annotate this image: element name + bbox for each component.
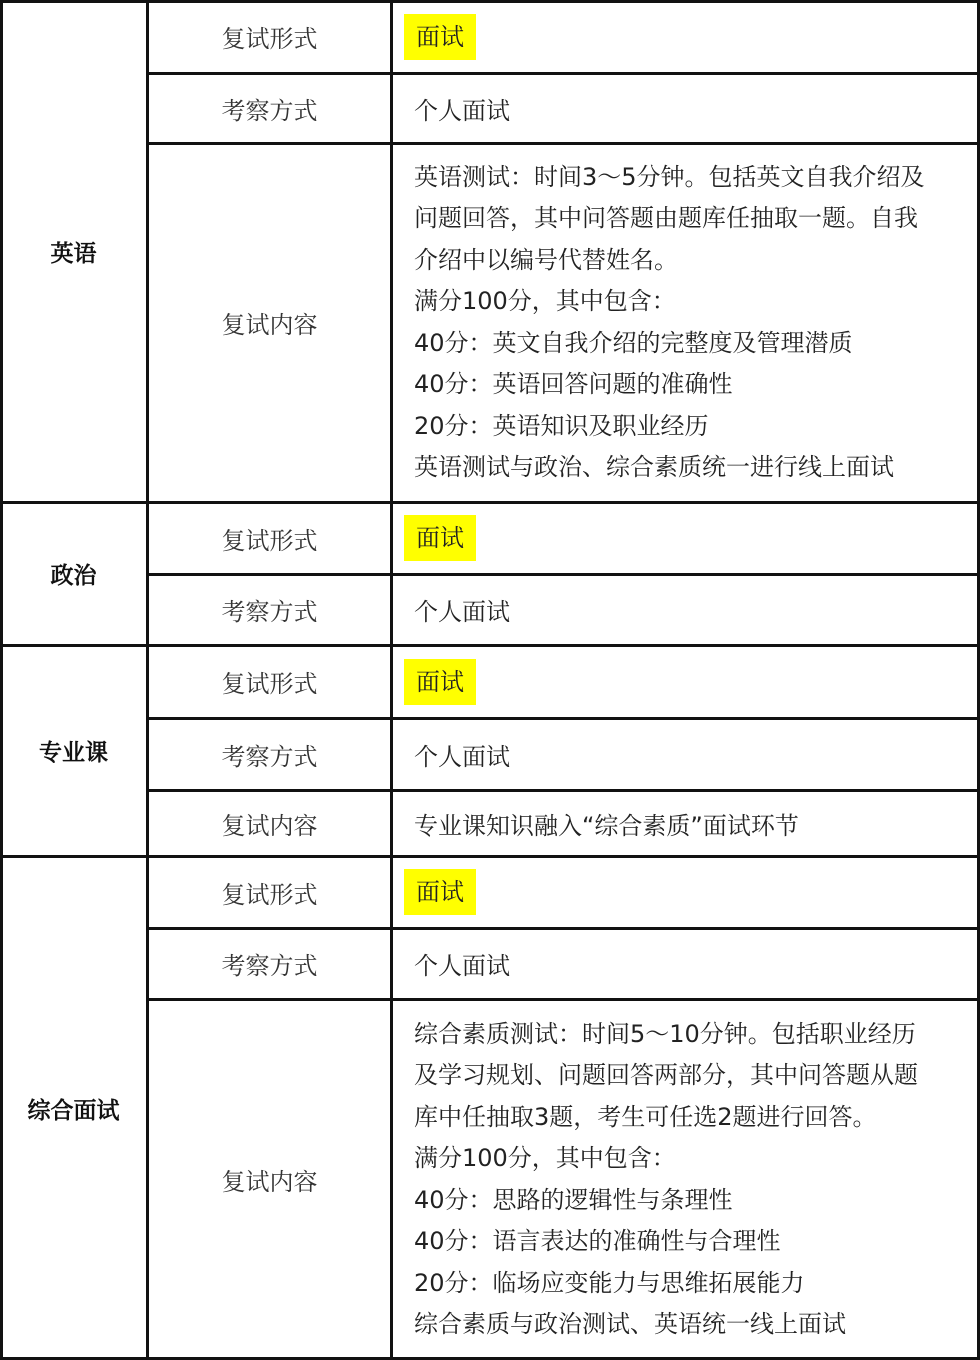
category-cell: 专业课 [39, 740, 108, 766]
row-value [392, 574, 980, 645]
category-cell: 政治 [50, 563, 97, 589]
highlighted-value: 面试 [404, 869, 476, 915]
row-value [392, 928, 980, 999]
content-line: 英语测试：时间3～5分钟。包括英文自我介绍及 [414, 162, 925, 191]
row-label: 复试形式 [221, 25, 318, 53]
content-line: 40分：英语回答问题的准确性 [414, 370, 733, 398]
row-value [392, 718, 980, 790]
content-line: 20分：临场应变能力与思维拓展能力 [414, 1268, 805, 1297]
row-label: 考察方式 [221, 952, 318, 980]
row-value [392, 790, 980, 856]
category-cell: 英语 [50, 240, 97, 267]
row-label: 考察方式 [221, 598, 318, 626]
row-divider [147, 998, 980, 1001]
row-label: 复试内容 [221, 1168, 318, 1196]
row-label: 考察方式 [221, 96, 318, 125]
value-text: 个人面试 [414, 96, 510, 125]
row-divider [147, 717, 980, 720]
column-divider [146, 0, 149, 1360]
content-line: 40分：思路的逻辑性与条理性 [414, 1185, 733, 1214]
row-label: 复试形式 [221, 670, 318, 698]
row-label: 复试内容 [221, 311, 318, 339]
row-divider [147, 142, 980, 145]
row-value [392, 645, 980, 718]
content-line: 介绍中以编号代替姓名。 [414, 245, 678, 274]
value-text: 个人面试 [414, 598, 510, 626]
category-cell: 综合面试 [27, 1097, 120, 1124]
row-value [392, 502, 980, 574]
row-label: 复试内容 [221, 811, 318, 840]
content-line: 40分：语言表达的准确性与合理性 [414, 1227, 781, 1255]
content-line: 问题回答，其中问答题由题库任抽取一题。自我 [414, 204, 918, 232]
content-line: 满分100分，其中包含： [414, 287, 676, 315]
value-text: 个人面试 [414, 952, 510, 980]
row-divider [147, 927, 980, 930]
highlighted-value: 面试 [404, 515, 476, 561]
content-line: 综合素质测试：时间5～10分钟。包括职业经历 [414, 1019, 916, 1048]
column-divider [390, 0, 393, 1360]
content-line: 英语测试与政治、综合素质统一进行线上面试 [414, 453, 894, 481]
highlighted-value: 面试 [404, 14, 476, 60]
content-line: 20分：英语知识及职业经历 [414, 411, 709, 440]
content-line: 库中任抽取3题，考生可任选2题进行回答。 [414, 1102, 877, 1131]
row-value-block [392, 999, 980, 1360]
row-value-block [392, 143, 980, 502]
row-label: 复试形式 [221, 526, 318, 555]
row-divider [147, 573, 980, 576]
row-value [392, 0, 980, 73]
row-divider [147, 789, 980, 792]
value-text: 专业课知识融入“综合素质”面试环节 [414, 811, 799, 840]
row-value [392, 856, 980, 928]
value-text: 个人面试 [414, 742, 510, 771]
row-label: 复试形式 [221, 880, 318, 909]
content-line: 满分100分，其中包含： [414, 1144, 676, 1172]
row-label: 考察方式 [221, 742, 318, 771]
row-value [392, 73, 980, 143]
row-divider [147, 72, 980, 75]
content-line: 及学习规划、问题回答两部分，其中问答题从题 [414, 1061, 918, 1089]
highlighted-value: 面试 [404, 659, 476, 705]
content-line: 40分：英文自我介绍的完整度及管理潜质 [414, 328, 853, 357]
content-line: 综合素质与政治测试、英语统一线上面试 [414, 1310, 846, 1338]
table-left-border [0, 0, 3, 1360]
